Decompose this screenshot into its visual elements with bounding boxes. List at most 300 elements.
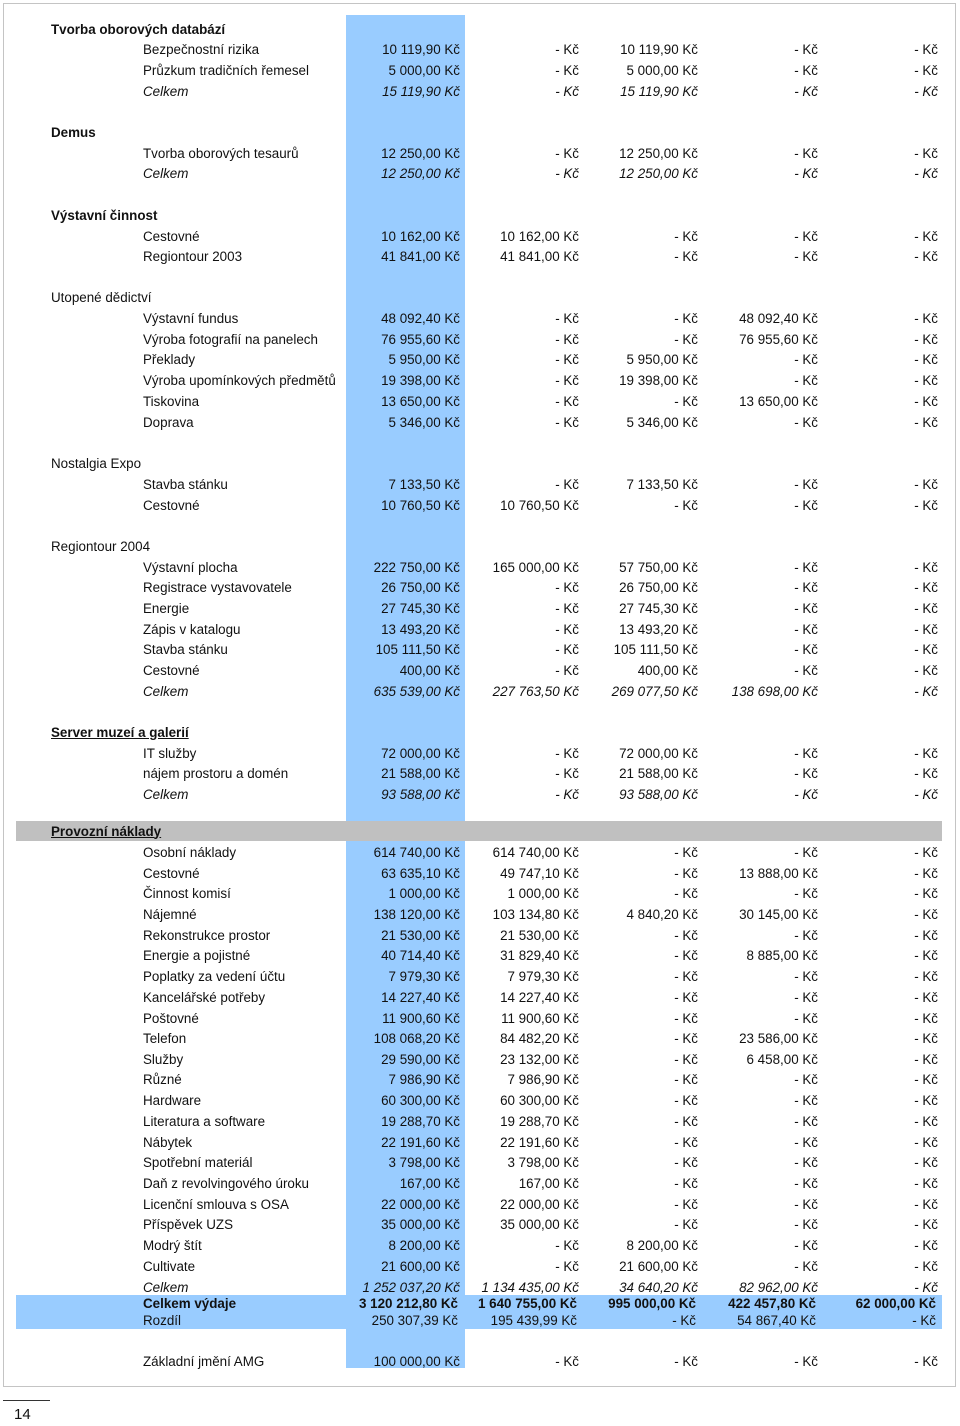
amount-cell: 4 840,20 Kč (626, 906, 698, 922)
amount-cell: 34 640,20 Kč (619, 1279, 698, 1295)
amount-cell: - Kč (914, 476, 938, 492)
table-row (0, 883, 960, 903)
amount-cell: - Kč (914, 331, 938, 347)
row-label: Cestovné (143, 662, 200, 678)
subtotal-row (0, 784, 960, 804)
amount-cell: 31 829,40 Kč (500, 947, 579, 963)
amount-cell: - Kč (914, 968, 938, 984)
section-title: Utopené dědictví (51, 289, 152, 305)
table-row (0, 1069, 960, 1089)
amount-cell: 13 650,00 Kč (381, 393, 460, 409)
amount-cell: - Kč (914, 497, 938, 513)
amount-cell: - Kč (794, 786, 818, 802)
row-label: Celkem (143, 165, 189, 181)
amount-cell: - Kč (794, 145, 818, 161)
amount-cell: - Kč (674, 968, 698, 984)
amount-cell: - Kč (914, 1092, 938, 1108)
amount-cell: 13 888,00 Kč (739, 865, 818, 881)
table-row (0, 1235, 960, 1255)
amount-cell: 165 000,00 Kč (492, 559, 579, 575)
table-row (0, 143, 960, 163)
amount-cell: - Kč (555, 476, 579, 492)
row-label: Cultivate (143, 1258, 196, 1274)
amount-cell: - Kč (914, 351, 938, 367)
amount-cell: - Kč (674, 1154, 698, 1170)
amount-cell: 8 885,00 Kč (746, 947, 818, 963)
amount-cell: 13 493,20 Kč (619, 621, 698, 637)
subtotal-row (0, 681, 960, 701)
amount-cell: - Kč (914, 844, 938, 860)
amount-cell: - Kč (914, 786, 938, 802)
amount-cell: 48 092,40 Kč (381, 310, 460, 326)
table-row (0, 987, 960, 1007)
table-row (0, 743, 960, 763)
row-label: Výstavní plocha (143, 559, 238, 575)
amount-cell: - Kč (794, 765, 818, 781)
row-label: Daň z revolvingového úroku (143, 1175, 309, 1191)
amount-cell: 7 133,50 Kč (388, 476, 460, 492)
amount-cell: 27 745,30 Kč (619, 600, 698, 616)
table-row (0, 1214, 960, 1234)
amount-cell: 27 745,30 Kč (381, 600, 460, 616)
amount-cell: 10 162,00 Kč (381, 228, 460, 244)
row-label: Cestovné (143, 865, 200, 881)
amount-cell: - Kč (674, 1113, 698, 1129)
amount-cell: - Kč (794, 83, 818, 99)
amount-cell: - Kč (794, 559, 818, 575)
amount-cell: 10 760,50 Kč (500, 497, 579, 513)
amount-cell: 72 000,00 Kč (619, 745, 698, 761)
table-row (0, 412, 960, 432)
amount-cell: - Kč (674, 947, 698, 963)
amount-cell: - Kč (914, 989, 938, 1005)
amount-cell: 167,00 Kč (518, 1175, 579, 1191)
row-label: Doprava (143, 414, 194, 430)
amount-cell: 105 111,50 Kč (375, 641, 460, 657)
amount-cell: - Kč (555, 786, 579, 802)
amount-cell: - Kč (794, 414, 818, 430)
amount-cell: - Kč (914, 947, 938, 963)
row-label: Tvorba oborových tesaurů (143, 145, 299, 161)
amount-cell: 26 750,00 Kč (619, 579, 698, 595)
amount-cell: 5 950,00 Kč (626, 351, 698, 367)
amount-cell: - Kč (794, 1134, 818, 1150)
row-label: Cestovné (143, 497, 200, 513)
amount-cell: - Kč (914, 393, 938, 409)
table-row (0, 1028, 960, 1048)
amount-cell: - Kč (674, 1353, 698, 1369)
amount-cell: - Kč (914, 248, 938, 264)
amount-cell: - Kč (794, 497, 818, 513)
amount-cell: - Kč (914, 83, 938, 99)
amount-cell: - Kč (555, 351, 579, 367)
amount-cell: - Kč (794, 641, 818, 657)
amount-cell: - Kč (555, 662, 579, 678)
amount-cell: 5 950,00 Kč (388, 351, 460, 367)
amount-cell: - Kč (914, 1196, 938, 1212)
amount-cell: 19 288,70 Kč (500, 1113, 579, 1129)
table-row (0, 966, 960, 986)
row-label: Překlady (143, 351, 196, 367)
amount-cell: - Kč (914, 1216, 938, 1232)
table-row (0, 639, 960, 659)
amount-cell: 3 798,00 Kč (388, 1154, 460, 1170)
amount-cell: 13 650,00 Kč (739, 393, 818, 409)
amount-cell: - Kč (914, 600, 938, 616)
amount-cell: - Kč (674, 844, 698, 860)
amount-cell: 22 191,60 Kč (381, 1134, 460, 1150)
row-label: Bezpečnostní rizika (143, 41, 260, 57)
amount-cell: - Kč (674, 989, 698, 1005)
amount-cell: 5 000,00 Kč (626, 62, 698, 78)
amount-cell: - Kč (555, 393, 579, 409)
amount-cell: - Kč (555, 83, 579, 99)
section-title: Tvorba oborových databází (51, 21, 226, 37)
amount-cell: - Kč (914, 1030, 938, 1046)
amount-cell: - Kč (674, 228, 698, 244)
row-label: Výroba fotografií na panelech (143, 331, 318, 347)
table-row (0, 945, 960, 965)
row-label: Energie (143, 600, 190, 616)
row-label: Výroba upomínkových předmětů (143, 372, 336, 388)
amount-cell: - Kč (555, 1237, 579, 1253)
table-row (0, 1152, 960, 1172)
amount-cell: 7 986,90 Kč (507, 1071, 579, 1087)
amount-cell: 26 750,00 Kč (381, 579, 460, 595)
table-row (0, 1194, 960, 1214)
section-header-row (0, 19, 960, 39)
amount-cell: - Kč (914, 165, 938, 181)
amount-cell: - Kč (794, 844, 818, 860)
table-row (0, 925, 960, 945)
amount-cell: - Kč (674, 1010, 698, 1026)
amount-cell: - Kč (794, 1113, 818, 1129)
amount-cell: 3 798,00 Kč (507, 1154, 579, 1170)
amount-cell: 250 307,39 Kč (371, 1313, 458, 1328)
amount-cell: 19 398,00 Kč (619, 372, 698, 388)
table-row (0, 598, 960, 618)
amount-cell: - Kč (914, 885, 938, 901)
amount-cell: 105 111,50 Kč (613, 641, 698, 657)
section-header-row (0, 536, 960, 556)
amount-cell: 19 288,70 Kč (381, 1113, 460, 1129)
table-row (0, 39, 960, 59)
amount-cell: - Kč (794, 41, 818, 57)
amount-cell: 63 635,10 Kč (381, 865, 460, 881)
amount-cell: - Kč (794, 228, 818, 244)
amount-cell: 422 457,80 Kč (728, 1296, 816, 1311)
amount-cell: 8 200,00 Kč (626, 1237, 698, 1253)
row-label: Zápis v katalogu (143, 621, 241, 637)
amount-cell: 11 900,60 Kč (382, 1010, 460, 1026)
table-row (0, 1008, 960, 1028)
row-label: Tiskovina (143, 393, 200, 409)
row-label: Energie a pojistné (143, 947, 251, 963)
row-label: Služby (143, 1051, 184, 1067)
amount-cell: - Kč (794, 745, 818, 761)
amount-cell: - Kč (914, 1010, 938, 1026)
amount-cell: 614 740,00 Kč (492, 844, 579, 860)
amount-cell: - Kč (914, 683, 938, 699)
amount-cell: - Kč (555, 331, 579, 347)
amount-cell: 22 000,00 Kč (381, 1196, 460, 1212)
amount-cell: 7 979,30 Kč (388, 968, 460, 984)
row-label: Různé (143, 1071, 182, 1087)
amount-cell: - Kč (794, 579, 818, 595)
amount-cell: - Kč (555, 765, 579, 781)
row-label: Nábytek (143, 1134, 193, 1150)
amount-cell: 93 588,00 Kč (619, 786, 698, 802)
amount-cell: - Kč (914, 1134, 938, 1150)
amount-cell: 8 200,00 Kč (388, 1237, 460, 1253)
amount-cell: - Kč (794, 927, 818, 943)
row-label: Hardware (143, 1092, 202, 1108)
amount-cell: - Kč (794, 989, 818, 1005)
row-label: Regiontour 2003 (143, 248, 243, 264)
amount-cell: - Kč (555, 414, 579, 430)
amount-cell: - Kč (674, 248, 698, 264)
row-label: Poplatky za vedení účtu (143, 968, 286, 984)
amount-cell: 76 955,60 Kč (381, 331, 460, 347)
amount-cell: - Kč (674, 1051, 698, 1067)
amount-cell: - Kč (914, 745, 938, 761)
amount-cell: - Kč (914, 765, 938, 781)
amount-cell: 1 640 755,00 Kč (477, 1296, 577, 1311)
amount-cell: - Kč (794, 372, 818, 388)
amount-cell: 84 482,20 Kč (500, 1030, 579, 1046)
table-row (0, 246, 960, 266)
amount-cell: 30 145,00 Kč (739, 906, 818, 922)
amount-cell: 10 119,90 Kč (620, 41, 698, 57)
amount-cell: - Kč (914, 1154, 938, 1170)
amount-cell: - Kč (674, 1092, 698, 1108)
row-label: Osobní náklady (143, 844, 237, 860)
amount-cell: 195 439,99 Kč (490, 1313, 577, 1328)
table-row (0, 495, 960, 515)
amount-cell: 14 227,40 Kč (381, 989, 460, 1005)
amount-cell: 222 750,00 Kč (373, 559, 460, 575)
section-header-row (0, 122, 960, 142)
amount-cell: 108 068,20 Kč (373, 1030, 460, 1046)
table-row (0, 577, 960, 597)
table-row (0, 1256, 960, 1276)
row-label: Stavba stánku (143, 476, 228, 492)
amount-cell: 1 134 435,00 Kč (481, 1279, 579, 1295)
row-label: Licenční smlouva s OSA (143, 1196, 289, 1212)
amount-cell: 995 000,00 Kč (608, 1296, 696, 1311)
amount-cell: - Kč (674, 1071, 698, 1087)
amount-cell: 29 590,00 Kč (381, 1051, 460, 1067)
amount-cell: 12 250,00 Kč (619, 145, 698, 161)
amount-cell: - Kč (914, 310, 938, 326)
amount-cell: - Kč (674, 885, 698, 901)
row-label: Rekonstrukce prostor (143, 927, 271, 943)
amount-cell: - Kč (914, 559, 938, 575)
amount-cell: 21 588,00 Kč (381, 765, 460, 781)
amount-cell: - Kč (794, 165, 818, 181)
table-row (0, 329, 960, 349)
row-label: Průzkum tradičních řemesel (143, 62, 309, 78)
amount-cell: 23 132,00 Kč (500, 1051, 579, 1067)
amount-cell: 62 000,00 Kč (855, 1296, 936, 1311)
amount-cell: - Kč (674, 927, 698, 943)
row-label: Základní jmění AMG (143, 1353, 265, 1369)
amount-cell: - Kč (555, 745, 579, 761)
row-label: Příspěvek UZS (143, 1216, 234, 1232)
amount-cell: 10 119,90 Kč (382, 41, 460, 57)
amount-cell: - Kč (674, 310, 698, 326)
amount-cell: - Kč (914, 1113, 938, 1129)
table-row (0, 842, 960, 862)
amount-cell: - Kč (794, 621, 818, 637)
page-number: 14 (14, 1406, 31, 1423)
amount-cell: - Kč (914, 372, 938, 388)
amount-cell: - Kč (794, 885, 818, 901)
amount-cell: - Kč (672, 1313, 696, 1328)
amount-cell: - Kč (794, 62, 818, 78)
amount-cell: - Kč (555, 41, 579, 57)
row-label: Výstavní fundus (143, 310, 239, 326)
amount-cell: 60 300,00 Kč (500, 1092, 579, 1108)
row-label: Rozdíl (143, 1313, 181, 1328)
section-header-row (16, 821, 942, 841)
amount-cell: 5 346,00 Kč (388, 414, 460, 430)
table-row (0, 391, 960, 411)
section-header-row (0, 205, 960, 225)
amount-cell: - Kč (914, 641, 938, 657)
amount-cell: 93 588,00 Kč (381, 786, 460, 802)
amount-cell: - Kč (794, 1216, 818, 1232)
amount-cell: - Kč (794, 1237, 818, 1253)
footer-divider (3, 1400, 50, 1401)
amount-cell: - Kč (912, 1313, 936, 1328)
amount-cell: 12 250,00 Kč (381, 145, 460, 161)
amount-cell: - Kč (555, 1258, 579, 1274)
amount-cell: - Kč (674, 393, 698, 409)
basic-capital-row (0, 1351, 960, 1371)
row-label: nájem prostoru a domén (143, 765, 289, 781)
amount-cell: 35 000,00 Kč (500, 1216, 579, 1232)
amount-cell: 6 458,00 Kč (746, 1051, 818, 1067)
amount-cell: 138 120,00 Kč (373, 906, 460, 922)
amount-cell: 82 962,00 Kč (739, 1279, 818, 1295)
section-title: Výstavní činnost (51, 207, 158, 223)
amount-cell: 10 760,50 Kč (381, 497, 460, 513)
amount-cell: - Kč (794, 1092, 818, 1108)
amount-cell: 57 750,00 Kč (619, 559, 698, 575)
amount-cell: - Kč (555, 1353, 579, 1369)
amount-cell: - Kč (914, 1279, 938, 1295)
amount-cell: 21 530,00 Kč (381, 927, 460, 943)
amount-cell: - Kč (555, 600, 579, 616)
table-row (0, 1132, 960, 1152)
amount-cell: 400,00 Kč (637, 662, 698, 678)
row-label: Telefon (143, 1030, 187, 1046)
row-label: Spotřební materiál (143, 1154, 253, 1170)
amount-cell: - Kč (914, 927, 938, 943)
section-title: Demus (51, 124, 96, 140)
row-label: Celkem (143, 786, 189, 802)
amount-cell: - Kč (914, 145, 938, 161)
amount-cell: - Kč (794, 1196, 818, 1212)
amount-cell: - Kč (555, 145, 579, 161)
amount-cell: 76 955,60 Kč (739, 331, 818, 347)
amount-cell: 3 120 212,80 Kč (358, 1296, 458, 1311)
amount-cell: - Kč (914, 1353, 938, 1369)
amount-cell: 227 763,50 Kč (492, 683, 579, 699)
section-title: Nostalgia Expo (51, 455, 142, 471)
amount-cell: - Kč (794, 600, 818, 616)
amount-cell: - Kč (555, 372, 579, 388)
row-label: Poštovné (143, 1010, 199, 1026)
amount-cell: 167,00 Kč (399, 1175, 460, 1191)
amount-cell: - Kč (674, 1216, 698, 1232)
amount-cell: - Kč (914, 228, 938, 244)
amount-cell: - Kč (674, 1196, 698, 1212)
amount-cell: 10 162,00 Kč (500, 228, 579, 244)
amount-cell: 40 714,40 Kč (381, 947, 460, 963)
amount-cell: - Kč (794, 968, 818, 984)
table-row (0, 1173, 960, 1193)
amount-cell: - Kč (914, 1051, 938, 1067)
amount-cell: - Kč (794, 476, 818, 492)
row-label: Cestovné (143, 228, 200, 244)
row-label: Celkem výdaje (143, 1296, 237, 1311)
amount-cell: 15 119,90 Kč (620, 83, 698, 99)
amount-cell: - Kč (914, 906, 938, 922)
amount-cell: 23 586,00 Kč (739, 1030, 818, 1046)
amount-cell: 5 000,00 Kč (388, 62, 460, 78)
table-row (0, 308, 960, 328)
amount-cell: - Kč (914, 414, 938, 430)
table-row (0, 1049, 960, 1069)
amount-cell: 400,00 Kč (399, 662, 460, 678)
amount-cell: - Kč (914, 621, 938, 637)
section-header-row (0, 722, 960, 742)
amount-cell: - Kč (555, 62, 579, 78)
amount-cell: 11 900,60 Kč (501, 1010, 579, 1026)
amount-cell: 22 000,00 Kč (500, 1196, 579, 1212)
total-expenses-row (16, 1295, 942, 1312)
amount-cell: 7 979,30 Kč (507, 968, 579, 984)
amount-cell: 22 191,60 Kč (500, 1134, 579, 1150)
table-row (0, 349, 960, 369)
amount-cell: - Kč (555, 165, 579, 181)
amount-cell: - Kč (794, 351, 818, 367)
table-row (0, 763, 960, 783)
difference-row (16, 1312, 942, 1329)
amount-cell: 1 000,00 Kč (388, 885, 460, 901)
subtotal-row (0, 81, 960, 101)
row-label: Celkem (143, 1279, 189, 1295)
table-row (0, 1111, 960, 1131)
amount-cell: 635 539,00 Kč (373, 683, 460, 699)
amount-cell: - Kč (794, 1258, 818, 1274)
amount-cell: 7 133,50 Kč (626, 476, 698, 492)
table-row (0, 370, 960, 390)
amount-cell: - Kč (794, 1071, 818, 1087)
table-row (0, 904, 960, 924)
amount-cell: 48 092,40 Kč (739, 310, 818, 326)
amount-cell: 41 841,00 Kč (381, 248, 460, 264)
amount-cell: 269 077,50 Kč (611, 683, 698, 699)
amount-cell: - Kč (914, 579, 938, 595)
amount-cell: - Kč (794, 662, 818, 678)
amount-cell: 15 119,90 Kč (382, 83, 460, 99)
row-label: Celkem (143, 83, 189, 99)
row-label: Kancelářské potřeby (143, 989, 266, 1005)
amount-cell: 138 698,00 Kč (731, 683, 818, 699)
